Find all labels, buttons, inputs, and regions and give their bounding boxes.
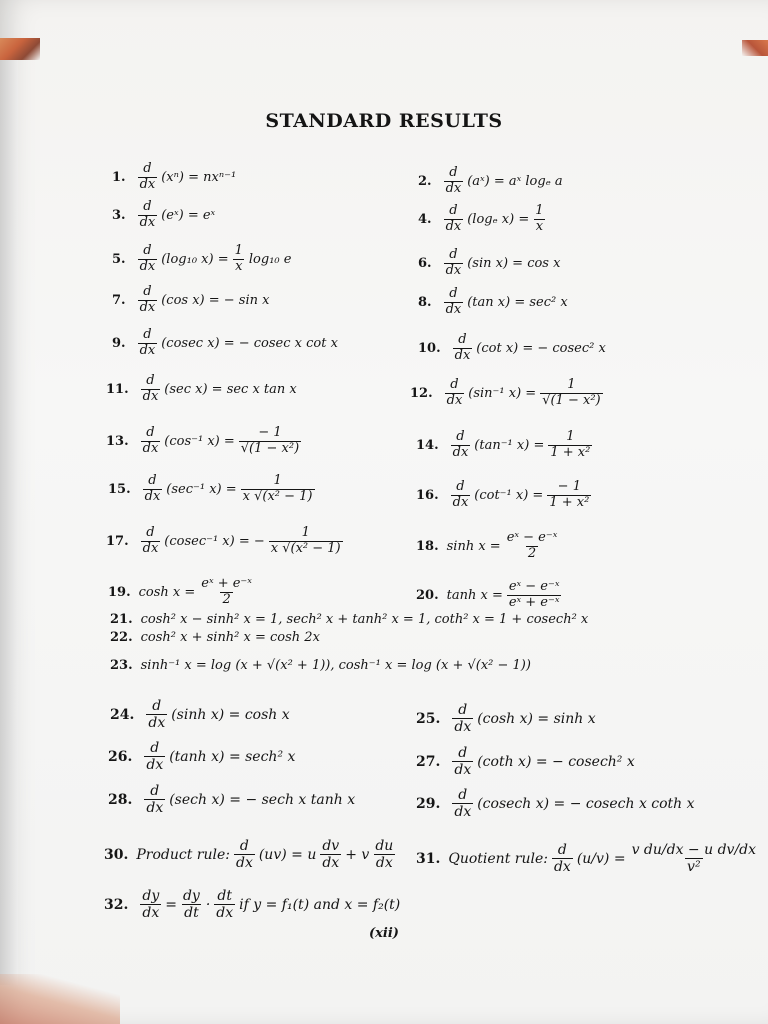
formula-item	[112, 244, 291, 275]
formula-expression: (coth x) = − cosech² x	[477, 753, 635, 770]
formula-item	[416, 580, 565, 611]
formula-item	[416, 480, 595, 511]
fraction-3-numerator: du	[375, 838, 394, 854]
fraction-2-numerator: 1	[566, 429, 575, 444]
fraction-2-numerator: 1	[567, 377, 576, 392]
formula-lhs: cosh² x + sinh² x = cosh 2x	[140, 630, 320, 645]
formula-expression: (tan x) = sec² x	[467, 294, 568, 310]
formula-expression: (cos⁻¹ x) =	[164, 433, 235, 449]
formula-expression: (cosec⁻¹ x) = −	[164, 533, 265, 549]
background-cloth-bottom	[0, 974, 120, 1024]
formula-expression-2: + v	[345, 846, 370, 863]
formula-item	[104, 888, 400, 921]
fraction-denominator: dx	[235, 855, 253, 872]
fraction-numerator: d	[146, 373, 155, 388]
formula-item	[110, 630, 320, 645]
formula-number: 24.	[110, 706, 135, 723]
formula-item	[112, 285, 269, 316]
page-title: STANDARD RESULTS	[265, 110, 503, 132]
formula-number: 2.	[418, 173, 432, 189]
fraction-numerator: d	[449, 165, 458, 180]
formula-expression: (sec⁻¹ x) =	[166, 481, 237, 497]
fraction-numerator: d	[456, 429, 465, 444]
fraction	[138, 285, 158, 316]
fraction-numerator: d	[557, 842, 567, 858]
formula-lhs: cosh² x − sinh² x = 1, sech² x + tanh² x = 1, coth² x = 1 + cosech² x	[140, 612, 589, 627]
formula-number: 31.	[416, 850, 441, 867]
fraction-numerator: d	[152, 698, 162, 714]
formula-item	[104, 838, 399, 871]
fraction-2	[181, 888, 202, 921]
fraction-denominator: dx	[142, 905, 160, 922]
formula-number: 6.	[418, 255, 432, 271]
fraction	[452, 745, 473, 778]
formula-number: 19.	[108, 584, 131, 600]
fraction-3	[373, 838, 395, 871]
formula-item	[112, 328, 338, 359]
formula-expression: (cot x) = − cosec² x	[476, 340, 606, 356]
fraction-2-numerator: 1	[301, 525, 310, 540]
fraction-numerator: d	[449, 247, 458, 262]
formula-number: 15.	[108, 481, 131, 497]
formula-item	[416, 842, 762, 875]
fraction-denominator: dx	[454, 719, 472, 736]
formula-expression: (u/v) =	[576, 850, 626, 867]
fraction-denominator: dx	[446, 392, 463, 408]
formula-item	[410, 378, 607, 409]
fraction-denominator: dx	[452, 444, 469, 460]
fraction-3-denominator: dx	[216, 905, 234, 922]
fraction-numerator: dy	[142, 888, 160, 904]
formula-number: 28.	[108, 791, 133, 808]
formula-number: 3.	[112, 207, 126, 223]
formula-expression: (sin x) = cos x	[467, 255, 561, 271]
formula-expression: (sec x) = sec x tan x	[164, 381, 297, 397]
formula-item	[108, 740, 295, 773]
fraction-denominator: dx	[139, 214, 156, 230]
fraction	[234, 838, 255, 871]
fraction-numerator: eˣ − e⁻ˣ	[508, 579, 560, 594]
fraction-2-denominator: dt	[184, 905, 199, 922]
fraction-2	[320, 838, 341, 871]
fraction	[451, 480, 471, 511]
fraction	[138, 200, 158, 231]
formula-expression: (cosh x) = sinh x	[477, 710, 596, 727]
fraction-2-denominator: √(1 − x²)	[240, 440, 300, 456]
formula-item	[416, 745, 635, 778]
fraction-denominator: dx	[445, 180, 462, 196]
fraction-numerator: d	[449, 286, 458, 301]
formula-number: 9.	[112, 335, 126, 351]
fraction-denominator: dx	[139, 299, 156, 315]
fraction-numerator: eˣ + e⁻ˣ	[201, 576, 252, 591]
formula-number: 16.	[416, 487, 439, 503]
fraction-3-numerator: dt	[217, 888, 233, 904]
formula-number: 17.	[106, 533, 129, 549]
fraction-3	[214, 888, 235, 921]
formula-number: 12.	[410, 385, 433, 401]
fraction-2	[630, 842, 758, 875]
formula-item	[418, 248, 560, 279]
fraction-denominator: dx	[146, 800, 164, 817]
formula-number: 25.	[416, 710, 441, 727]
fraction-denominator: dx	[139, 342, 156, 358]
formula-number: 5.	[112, 251, 126, 267]
fraction-2-denominator: v²	[687, 859, 701, 876]
fraction-denominator: dx	[146, 757, 164, 774]
fraction-denominator: dx	[142, 540, 159, 556]
formula-lhs: Quotient rule:	[448, 850, 548, 867]
formula-number: 10.	[418, 340, 441, 356]
fraction-denominator: dx	[148, 715, 166, 732]
page-number: (xii)	[369, 926, 399, 941]
formula-lhs: sinh⁻¹ x = log (x + √(x² + 1)), cosh⁻¹ x = log (x + √(x² − 1))	[140, 658, 531, 673]
fraction	[453, 333, 473, 364]
formula-lhs: sinh x =	[446, 538, 501, 554]
formula-expression: (eˣ) = eˣ	[161, 207, 216, 223]
fraction	[552, 842, 573, 875]
formula-number: 4.	[418, 211, 432, 227]
formula-lhs: Product rule:	[136, 846, 230, 863]
fraction	[199, 577, 254, 608]
fraction-denominator: dx	[454, 347, 471, 363]
formula-item	[112, 162, 236, 193]
formula-number: 1.	[112, 169, 126, 185]
fraction-2-denominator: x	[235, 258, 243, 274]
formula-number: 13.	[106, 433, 129, 449]
formula-item	[112, 200, 215, 231]
fraction	[141, 426, 161, 457]
formula-item	[416, 702, 596, 735]
fraction-2-numerator: − 1	[258, 425, 282, 440]
fraction-numerator: d	[150, 783, 160, 799]
formula-item	[108, 783, 355, 816]
background-cloth-corner	[0, 38, 40, 60]
fraction	[144, 783, 165, 816]
fraction-denominator: eˣ + e⁻ˣ	[508, 594, 560, 610]
fraction-denominator: dx	[445, 301, 462, 317]
fraction-2-numerator: v du/dx − u dv/dx	[631, 842, 757, 858]
fraction-numerator: d	[150, 740, 160, 756]
fraction	[141, 374, 161, 405]
fraction-numerator: d	[143, 243, 152, 258]
fraction-2-denominator: x √(x² − 1)	[270, 540, 341, 556]
fraction-denominator: dx	[139, 176, 156, 192]
formula-number: 23.	[110, 658, 133, 673]
fraction-denominator: dx	[553, 859, 571, 876]
fraction-2-numerator: 1	[234, 243, 243, 258]
fraction	[141, 526, 161, 557]
fraction-2-denominator: dx	[322, 855, 340, 872]
formula-expression: (cot⁻¹ x) =	[474, 487, 544, 503]
fraction-numerator: d	[458, 745, 468, 761]
fraction	[505, 531, 560, 562]
formula-expression: (sinh x) = cosh x	[171, 706, 290, 723]
formula-item	[418, 204, 550, 235]
fraction-numerator: d	[456, 479, 465, 494]
page-shadow-edge	[0, 55, 18, 985]
fraction	[451, 430, 471, 461]
formula-expression-3: if y = f₁(t) and x = f₂(t)	[239, 896, 401, 913]
fraction-denominator: dx	[454, 762, 472, 779]
fraction-2	[540, 378, 602, 409]
formula-lhs: tanh x =	[446, 587, 503, 603]
fraction-denominator: dx	[144, 488, 161, 504]
fraction-numerator: d	[449, 203, 458, 218]
fraction-denominator: dx	[142, 440, 159, 456]
fraction-2	[233, 244, 245, 275]
formula-item	[110, 698, 290, 731]
formula-expression: (sech x) = − sech x tanh x	[169, 791, 356, 808]
fraction-denominator: dx	[445, 262, 462, 278]
formula-lhs: cosh x =	[138, 584, 196, 600]
formula-expression: (tanh x) = sech² x	[169, 748, 296, 765]
formula-number: 7.	[112, 292, 126, 308]
formula-number: 11.	[106, 381, 129, 397]
fraction-2	[269, 526, 343, 557]
fraction-2-numerator: 1	[273, 473, 282, 488]
fraction-denominator: dx	[139, 258, 156, 274]
fraction-numerator: d	[458, 702, 468, 718]
formula-item	[106, 374, 297, 405]
fraction	[140, 888, 161, 921]
fraction	[144, 740, 165, 773]
formula-expression-2: log₁₀ e	[248, 251, 292, 267]
fraction-numerator: d	[146, 425, 155, 440]
fraction	[445, 378, 465, 409]
fraction-denominator: 2	[222, 591, 231, 607]
fraction-numerator: d	[143, 327, 152, 342]
formula-number: 21.	[110, 612, 133, 627]
fraction-numerator: d	[239, 838, 249, 854]
formula-number: 32.	[104, 896, 129, 913]
formula-number: 8.	[418, 294, 432, 310]
fraction-2-denominator: 1 + x²	[549, 494, 590, 510]
formula-item	[106, 426, 305, 457]
fraction-2	[547, 480, 591, 511]
formula-item	[418, 287, 568, 318]
formula-expression: (aˣ) = aˣ logₑ a	[467, 173, 563, 189]
formula-number: 27.	[416, 753, 441, 770]
formula-item	[108, 474, 319, 505]
formula-item	[418, 166, 563, 197]
fraction-2-numerator: − 1	[557, 479, 581, 494]
fraction	[138, 162, 158, 193]
formula-number: 30.	[104, 846, 129, 863]
formula-item	[416, 430, 596, 461]
fraction	[138, 328, 158, 359]
fraction	[444, 166, 464, 197]
fraction-numerator: d	[458, 332, 467, 347]
fraction	[444, 248, 464, 279]
fraction-2-denominator: √(1 − x²)	[542, 392, 601, 408]
formula-number: 22.	[110, 630, 133, 645]
fraction-denominator: dx	[445, 218, 462, 234]
formula-number: 29.	[416, 795, 441, 812]
fraction	[507, 580, 562, 611]
fraction-2-numerator: dv	[322, 838, 340, 854]
fraction-denominator: dx	[454, 804, 472, 821]
fraction-numerator: d	[143, 284, 152, 299]
formula-expression: =	[165, 896, 177, 913]
fraction-2-denominator: x √(x² − 1)	[242, 488, 313, 504]
formula-expression: (sin⁻¹ x) =	[468, 385, 537, 401]
fraction-numerator: d	[458, 787, 468, 803]
formula-item	[106, 526, 347, 557]
formula-item	[418, 333, 606, 364]
fraction-numerator: eˣ − e⁻ˣ	[506, 530, 558, 545]
formula-number: 20.	[416, 587, 439, 603]
fraction-2-denominator: 1 + x²	[550, 444, 591, 460]
fraction-denominator: dx	[142, 388, 159, 404]
fraction-3-denominator: dx	[375, 855, 393, 872]
fraction-2	[533, 204, 545, 235]
fraction-2	[241, 474, 315, 505]
fraction	[138, 244, 158, 275]
fraction-numerator: d	[450, 377, 459, 392]
fraction	[146, 698, 167, 731]
fraction-2	[548, 430, 592, 461]
formula-expression: (uv) = u	[258, 846, 317, 863]
fraction-denominator: dx	[452, 494, 469, 510]
background-cloth-corner-right	[742, 40, 768, 56]
formula-expression: (cos x) = − sin x	[161, 292, 270, 308]
fraction	[444, 287, 464, 318]
fraction	[444, 204, 464, 235]
formula-number: 18.	[416, 538, 439, 554]
fraction-numerator: d	[148, 473, 157, 488]
fraction-2-numerator: dy	[182, 888, 200, 904]
fraction-numerator: d	[143, 161, 152, 176]
fraction-2-denominator: x	[535, 218, 544, 234]
formula-item	[110, 658, 531, 673]
formula-expression: (logₑ x) =	[467, 211, 530, 227]
fraction-2	[239, 426, 301, 457]
formula-item	[416, 787, 695, 820]
formula-expression: (cosech x) = − cosech x coth x	[477, 795, 695, 812]
formula-expression: (tan⁻¹ x) =	[474, 437, 545, 453]
formula-item	[108, 577, 258, 608]
fraction-numerator: d	[146, 525, 155, 540]
fraction-denominator: 2	[527, 545, 537, 561]
fraction-numerator: d	[143, 199, 152, 214]
fraction-2-numerator: 1	[535, 203, 544, 218]
fraction	[452, 787, 473, 820]
formula-expression: (cosec x) = − cosec x cot x	[161, 335, 338, 351]
fraction	[452, 702, 473, 735]
formula-number: 26.	[108, 748, 133, 765]
formula-item	[416, 531, 563, 562]
fraction	[143, 474, 163, 505]
formula-expression: (log₁₀ x) =	[161, 251, 229, 267]
formula-expression: (xⁿ) = nxⁿ⁻¹	[161, 169, 237, 185]
formula-number: 14.	[416, 437, 439, 453]
formula-expression-2: ·	[205, 896, 211, 913]
formula-item	[110, 612, 588, 627]
